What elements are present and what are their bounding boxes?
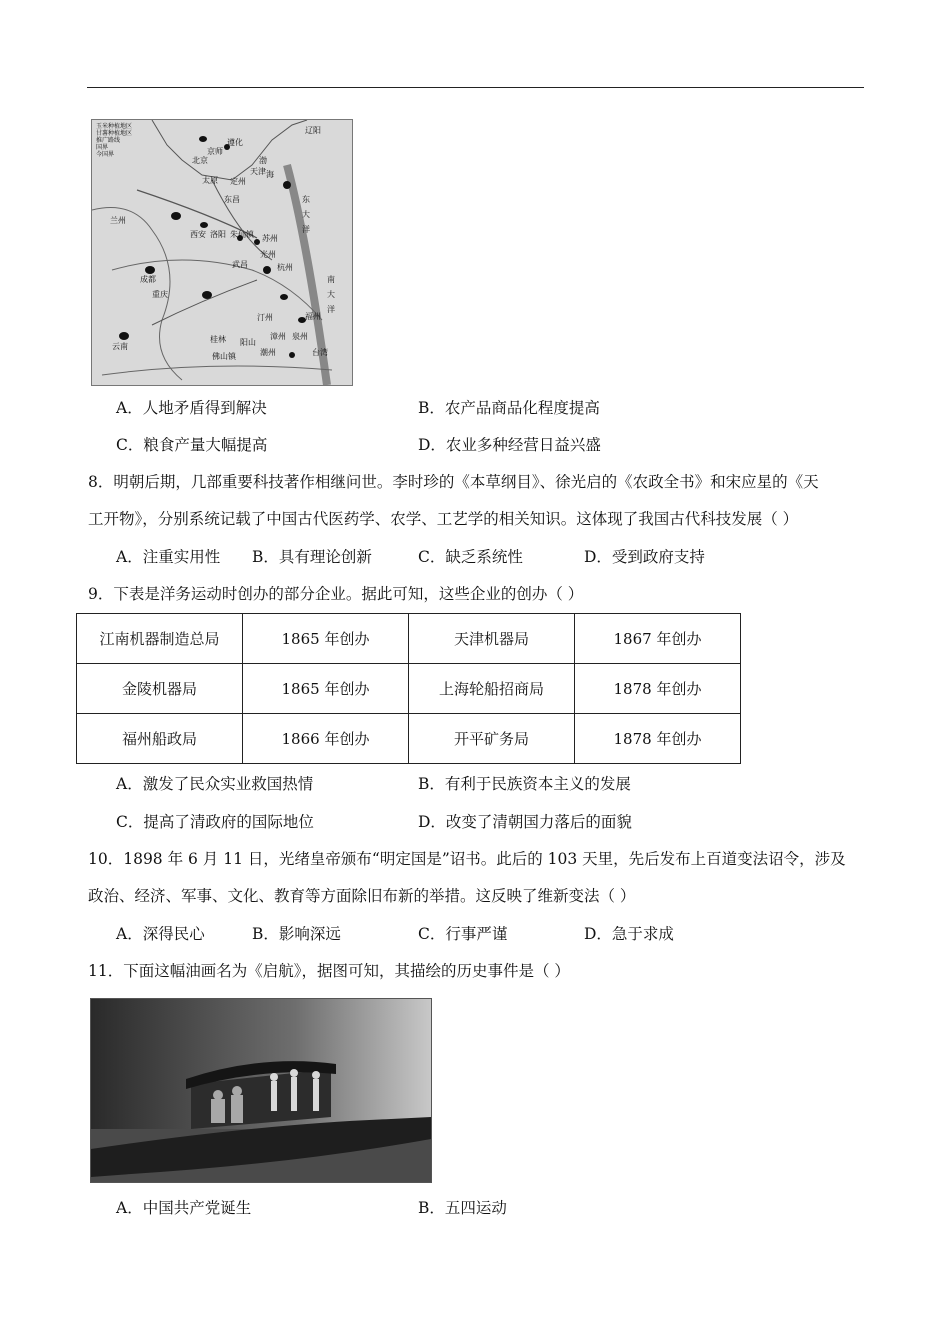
q8-option-b[interactable]: B．具有理论创新 [252, 548, 372, 566]
map-label: 西安 [190, 230, 206, 239]
map-label: 杭州 [277, 263, 293, 272]
table-cell: 开平矿务局 [409, 714, 575, 764]
map-label: 苏州 [262, 234, 278, 243]
q11-option-b[interactable]: B．五四运动 [418, 1199, 507, 1217]
map-legend-item: 今国界 [96, 151, 115, 158]
map-label: 洋 [302, 225, 310, 234]
map-label: 遵化 [227, 138, 243, 147]
map-label: 武昌 [232, 260, 248, 269]
map-legend [96, 123, 132, 158]
q8-option-a[interactable]: A．注重实用性 [116, 548, 221, 566]
map-label: 佛山镇 [212, 352, 236, 361]
map-legend-item: 玉米种植地区 [96, 123, 133, 130]
map-label: 朱仙镇 [230, 230, 254, 239]
map-label: 兰州 [110, 216, 126, 225]
crop-spread-map [91, 119, 353, 386]
table-row [77, 614, 741, 664]
q11-stem: 11．下面这幅油画名为《启航》，据图可知，其描绘的历史事件是（ ） [88, 962, 570, 980]
map-label: 台湾 [312, 348, 328, 357]
map-legend-item: 推广路线 [96, 137, 121, 144]
map-label: 云南 [112, 342, 128, 351]
map-label: 泉州 [292, 332, 308, 341]
table-cell: 1878 年创办 [575, 714, 741, 764]
map-label: 重庆 [152, 290, 168, 299]
table-cell: 1865 年创办 [243, 664, 409, 714]
q9-option-c[interactable]: C．提高了清政府的国际地位 [116, 813, 314, 831]
map-label: 潮州 [260, 348, 276, 357]
q9-option-a[interactable]: A．激发了民众实业救国热情 [116, 775, 314, 793]
table-cell: 上海轮船招商局 [409, 664, 575, 714]
map-label: 桂林 [210, 335, 226, 344]
q10-option-b[interactable]: B．影响深远 [252, 925, 341, 943]
table-cell: 1878 年创办 [575, 664, 741, 714]
map-label: 京师 [207, 147, 223, 156]
map-label: 光州 [260, 250, 276, 259]
q11-option-a[interactable]: A．中国共产党诞生 [116, 1199, 252, 1217]
map-label: 定州 [230, 177, 246, 186]
q7-option-a[interactable]: A．人地矛盾得到解决 [116, 399, 267, 417]
table-cell: 1865 年创办 [243, 614, 409, 664]
table-row [77, 714, 741, 764]
enterprise-table [76, 613, 741, 764]
q9-stem: 9．下表是洋务运动时创办的部分企业。据此可知，这些企业的创办（ ） [88, 585, 584, 603]
map-legend-item: 国界 [96, 144, 109, 151]
q10-option-a[interactable]: A．深得民心 [116, 925, 205, 943]
map-label: 北京 [192, 156, 208, 165]
q9-option-d[interactable]: D．改变了清朝国力落后的面貌 [418, 813, 632, 831]
painting-graphic [91, 999, 431, 1182]
q7-option-d[interactable]: D．农业多种经营日益兴盛 [418, 436, 601, 454]
q8-option-d[interactable]: D．受到政府支持 [584, 548, 705, 566]
map-label: 漳州 [270, 332, 286, 341]
map-label: 天津 [250, 167, 266, 176]
q10-option-c[interactable]: C．行事严谨 [418, 925, 508, 943]
map-legend-item: 甘薯种植地区 [96, 130, 133, 137]
q8-stem-line2: 工开物》，分别系统记载了中国古代医药学、农学、工艺学的相关知识。这体现了我国古代科技发展（ ） [88, 510, 799, 528]
table-cell: 1867 年创办 [575, 614, 741, 664]
table-cell: 福州船政局 [77, 714, 243, 764]
map-label: 渤 [259, 156, 267, 165]
map-label: 汀州 [257, 313, 273, 322]
map-label: 南 [327, 275, 335, 284]
map-label: 东昌 [224, 195, 240, 204]
map-label: 成都 [140, 275, 156, 284]
map-label: 太原 [202, 176, 218, 185]
table-cell: 天津机器局 [409, 614, 575, 664]
map-label: 洛阳 [210, 230, 226, 239]
map-label: 东 [302, 195, 310, 204]
table-row [77, 664, 741, 714]
q7-option-b[interactable]: B．农产品商品化程度提高 [418, 399, 600, 417]
q8-stem-line1: 8．明朝后期，几部重要科技著作相继问世。李时珍的《本草纲目》、徐光启的《农政全书》和宋应星的《天 [88, 473, 819, 491]
table-cell: 1866 年创办 [243, 714, 409, 764]
q10-option-d[interactable]: D．急于求成 [584, 925, 674, 943]
map-label: 辽阳 [305, 126, 321, 135]
q10-stem-line2: 政治、经济、军事、文化、教育等方面除旧布新的举措。这反映了维新变法（ ） [88, 887, 636, 905]
q9-option-b[interactable]: B．有利于民族资本主义的发展 [418, 775, 631, 793]
header-rule [87, 87, 864, 88]
map-label: 阳山 [240, 338, 256, 347]
oil-painting-image [90, 998, 432, 1183]
q7-option-c[interactable]: C．粮食产量大幅提高 [116, 436, 268, 454]
map-label: 海 [266, 170, 274, 179]
table-cell: 江南机器制造总局 [77, 614, 243, 664]
q10-stem-line1: 10．1898 年 6 月 11 日，光绪皇帝颁布“明定国是”诏书。此后的 103 天里，先后发布上百道变法诏令，涉及 [88, 850, 846, 868]
q8-option-c[interactable]: C．缺乏系统性 [418, 548, 523, 566]
map-label: 洋 [327, 305, 335, 314]
map-label: 福州 [305, 312, 321, 321]
map-graphic [92, 120, 352, 385]
table-cell: 金陵机器局 [77, 664, 243, 714]
map-label: 大 [327, 290, 335, 299]
map-label: 大 [302, 210, 310, 219]
